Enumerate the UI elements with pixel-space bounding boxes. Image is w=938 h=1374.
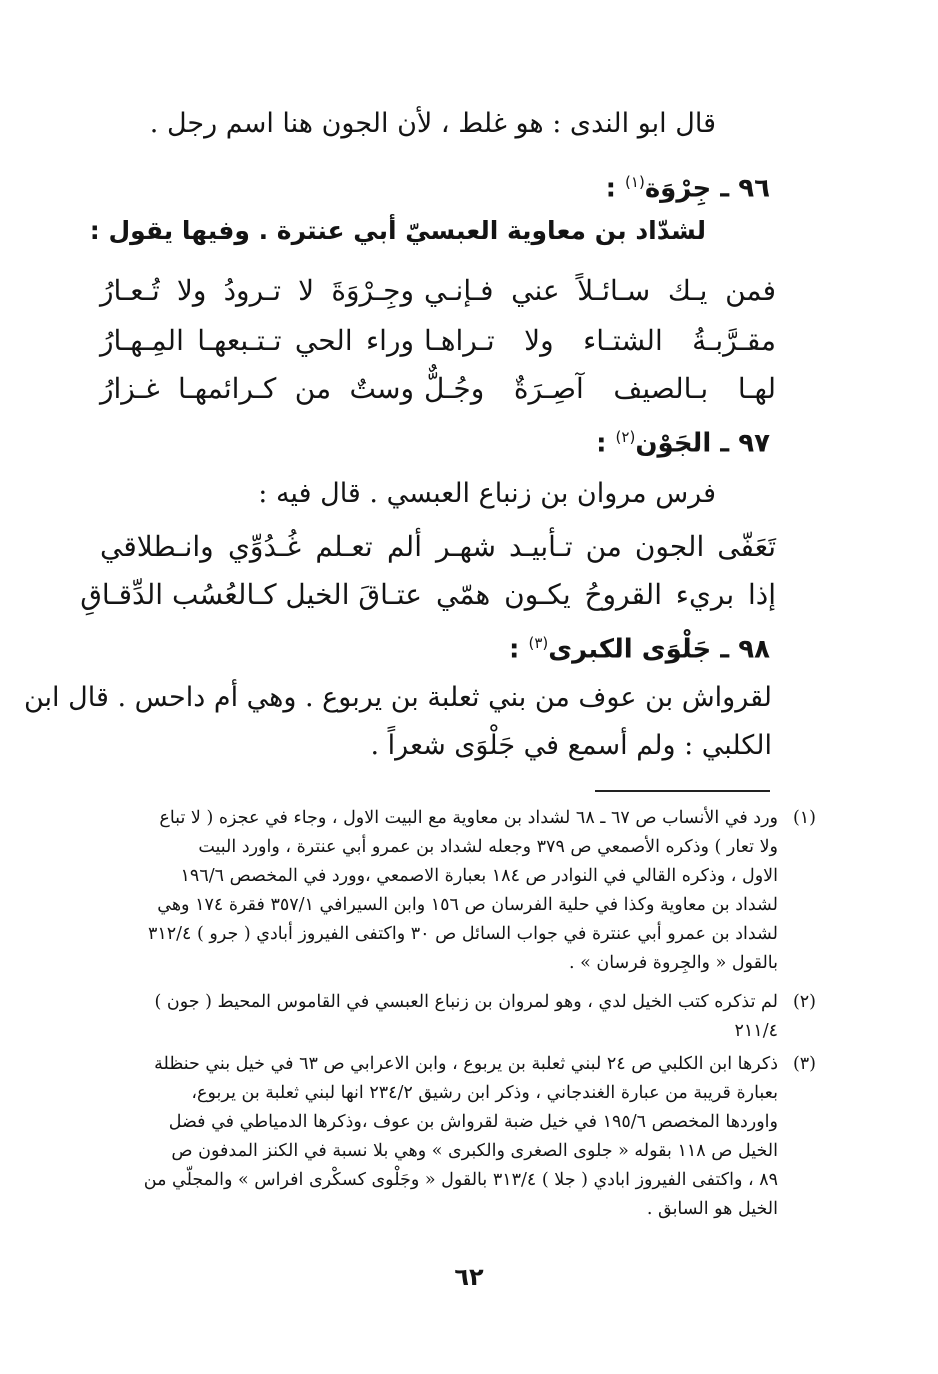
footnote-line: بعبارة قريبة من عبارة الغندجاني ، وذكر ابن رشيق ٢٣٤/٢ انها لبني ثعلبة بن يربوع، bbox=[191, 1083, 778, 1103]
footnote-line: ذكرها ابن الكلبي ص ٢٤ لبني ثعلبة بن يربوع ، وابن الاعرابي ص ٦٣ في خيل بني حنظلة bbox=[154, 1054, 778, 1074]
footnote-line: لشداد بن معاوية وكذا في حلية الفرسان ص ١٥٦ وابن السيرافي ٣٥٧/١ فقرة ١٧٤ وهي bbox=[157, 895, 778, 915]
footnote-line: ٨٩ ، واكتفى الفيروز ابادي ( جلا ) ٣١٣/٤ بالقول « وجَلْوى كسكْرى افراس » والمجلّي من bbox=[143, 1170, 778, 1190]
entry-paragraph-line: لقرواش بن عوف من بني ثعلبة بن يربوع . وهي أم داحس . قال ابن bbox=[23, 682, 772, 713]
footnote-3 bbox=[118, 1050, 816, 1224]
verse-line bbox=[0, 578, 938, 624]
footnote-number: (١) bbox=[792, 808, 816, 828]
verse-line bbox=[0, 372, 938, 418]
footnote-line: الخيل ص ١١٨ بقوله « جلوى الصغرى والكبرى » وهي بلا نسبة في الكنز المدفون ص bbox=[171, 1141, 778, 1161]
footnote-line: ولا تعار ) وذكره الأصمعي ص ٣٧٩ وجعله لشداد بن عمرو أبي عنترة ، واورد البيت bbox=[198, 837, 778, 857]
footnote-line: ورد في الأنساب ص ٦٧ ـ ٦٨ لشداد بن معاوية مع البيت الاول ، وجاء في عجزه ( لا تباع bbox=[159, 808, 778, 828]
verse-second-hemistich: وراء الحي تـتـبعهـا المِـهـارُ bbox=[100, 324, 414, 357]
verse-first-hemistich: لهـا بـالصيف آصِـرَةٌ وجُـلٌّ bbox=[424, 372, 776, 405]
verse-line bbox=[0, 274, 938, 320]
footnote-1 bbox=[118, 804, 816, 978]
top-line: قال ابو الندى : هو غلط ، لأن الجون هنا اسم رجل . bbox=[149, 108, 716, 139]
entry-name: جَلْوَى الكبرى bbox=[548, 634, 712, 665]
entry-name: جِرْوَة bbox=[644, 173, 712, 204]
footnote-line: واوردها المخصص ١٩٥/٦ في خيل ضبة لقرواش بن عوف ،وذكرها الدمياطي في فضل bbox=[168, 1112, 778, 1132]
entry-colon: : bbox=[596, 428, 607, 459]
verse-line bbox=[0, 324, 938, 370]
entry-name: الجَوْن bbox=[635, 428, 712, 459]
footnote-2 bbox=[118, 988, 816, 1046]
entry-colon: : bbox=[605, 173, 616, 204]
entry-heading-97 bbox=[596, 428, 770, 459]
footnote-ref: (١) bbox=[625, 173, 645, 191]
entry-number: ٩٧ ـ bbox=[720, 428, 770, 459]
footnote-line: بالقول « والجِروة فرسان » . bbox=[568, 953, 778, 973]
entry-number: ٩٦ ـ bbox=[720, 173, 770, 204]
footnote-number: (٢) bbox=[792, 992, 816, 1012]
entry-subtitle-97: فرس مروان بن زنباع العبسي . قال فيه : bbox=[258, 478, 716, 509]
verse-first-hemistich: فمن يـك سـائـلاً عني فـإنـي bbox=[424, 274, 776, 307]
verse-second-hemistich: ألم تعـلم غُـدُوِّي وانـطلاقي bbox=[100, 530, 422, 563]
footnote-number: (٣) bbox=[792, 1054, 816, 1074]
verse-first-hemistich: إذا بريء القروحُ يكـون همّي bbox=[436, 578, 776, 611]
footnote-line: لم تذكره كتب الخيل لدي ، وهو لمروان بن زنباع العبسي في القاموس المحيط ( جون ) bbox=[154, 992, 778, 1012]
verse-line bbox=[0, 530, 938, 576]
entry-paragraph-line: الكلبي : ولم أسمع في جَلْوَى شعراً . bbox=[370, 730, 772, 761]
entry-subtitle-96: لشدّاد بن معاوية العبسيّ أبي عنترة . وفيها يقول : bbox=[89, 216, 706, 245]
footnote-line: ٢١١/٤ bbox=[734, 1021, 778, 1041]
footnote-line: لشداد بن عمرو أبي عنترة في جواب السائل ص ٣٠ واكتفى الفيروز أبادي ( جرو ) ٣١٢/٤ bbox=[147, 924, 778, 944]
verse-second-hemistich: وجِـرْوَةَ لا تـرودُ ولا تُـعـارُ bbox=[100, 274, 414, 307]
verse-first-hemistich: مقـرَّبـةُ الشتـاء ولا تـراهـا bbox=[424, 324, 776, 357]
entry-heading-96 bbox=[606, 173, 770, 204]
entry-number: ٩٨ ـ bbox=[720, 634, 770, 665]
verse-second-hemistich: عتـاقَ الخيل كـالعُسُب الدِّقـاقِ bbox=[80, 578, 422, 611]
footnote-line: الاول ، وذكره القالي في النوادر ص ١٨٤ بعبارة الاصمعي ،وورد في المخصص ١٩٦/٦ bbox=[180, 866, 778, 886]
footnote-separator bbox=[595, 790, 770, 792]
entry-heading-98 bbox=[509, 634, 770, 665]
footnote-ref: (٣) bbox=[528, 634, 549, 652]
page-number: ٦٢ bbox=[454, 1263, 484, 1291]
footnote-ref: (٢) bbox=[615, 428, 636, 446]
entry-colon: : bbox=[509, 634, 520, 665]
verse-second-hemistich: وستٌ من كـرائمهـا غـزارُ bbox=[100, 372, 414, 405]
verse-first-hemistich: تَعَفّى الجون من تـأبيـد شهـر bbox=[436, 530, 776, 563]
footnote-line: الخيل هو السابق . bbox=[646, 1199, 778, 1219]
